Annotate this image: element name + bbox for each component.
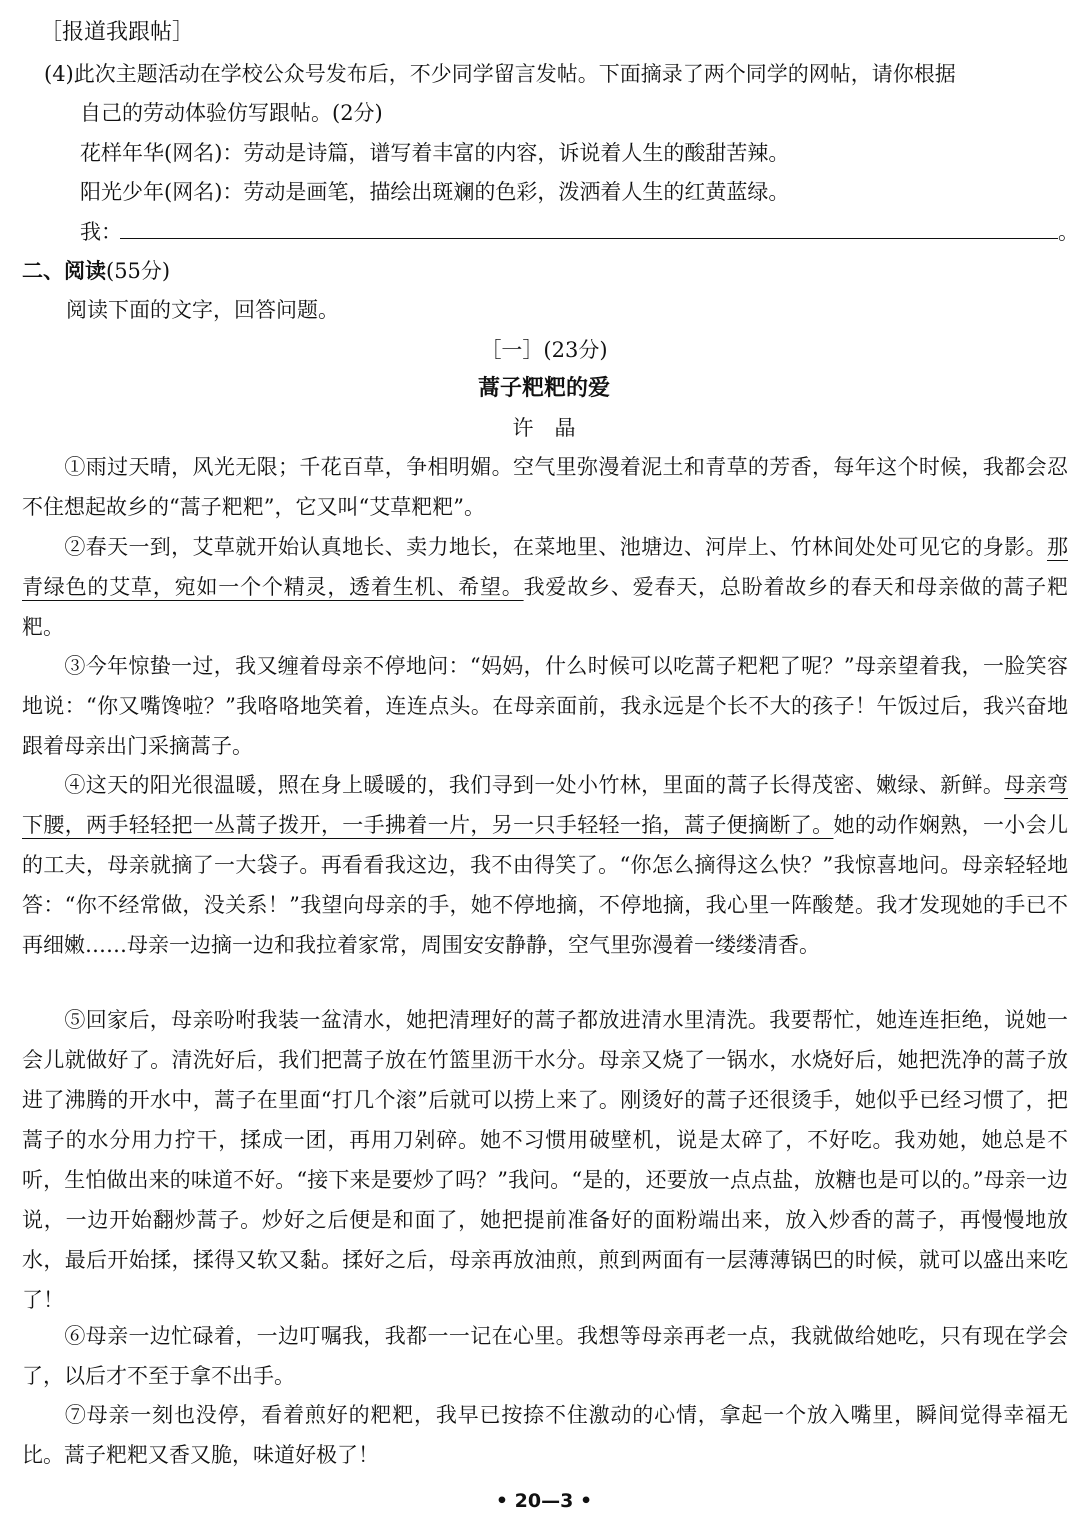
paragraph-4-text-b: 她的动作娴熟，一小会儿的工夫，母亲就摘了一大袋子。再看看我这边，我不由得笑了。“你怎么摘得这么快？”我惊喜地问。母亲轻轻地答：“你不经常做，没关系！”我望向母亲的手，她不停地摘，不停地摘，我心里一阵酸楚。我才发现她的手已不再细嫩……母亲一边摘一边和我拉着家常，周围安安静静，空气里弥漫着一缕缕清香。 [22, 813, 1069, 957]
article-title: 蒿子粑粑的爱 [477, 376, 610, 401]
part2-title: 二、阅读 [22, 259, 106, 283]
paragraph-4-text-a: ④这天的阳光很温暖，照在身上暖暖的，我们寻到一处小竹林，里面的蒿子长得茂密、嫩绿、新鲜。 [64, 773, 1005, 797]
paragraph-2-text-b: 我爱故乡、爱春天，总盼着故乡的春天和母亲做的蒿子粑粑。 [22, 575, 1068, 639]
page-number: • 20—3 • [495, 1490, 593, 1512]
paragraph-7-text: ⑦母亲一刻也没停，看着煎好的粑粑，我早已按捺不住激动的心情，拿起一个放入嘴里，瞬间觉得幸福无比。蒿子粑粑又香又脆，味道好极了！ [22, 1403, 1068, 1467]
paragraph-4-underlined: 母亲弯下腰，两手轻轻把一丛蒿子拨开，一手拂着一片，另一只手轻轻一掐，蒿子便摘断了。 [22, 773, 1069, 837]
paragraph-4 [22, 765, 1068, 965]
paragraph-5-text: ⑤回家后，母亲吩咐我装一盆清水，她把清理好的蒿子都放进清水里清洗。我要帮忙，她连连拒绝，说她一会儿就做好了。清洗好后，我们把蒿子放在竹篮里沥干水分。母亲又烧了一锅水，水烧好后，她把洗净的蒿子放进了沸腾的开水中，蒿子在里面“打几个滚”后就可以捞上来了。刚烫好的蒿子还很烫手，她似乎已经习惯了，把蒿子的水分用力拧干，揉成一团，再用刀剁碎。她不习惯用破壁机，说是太碎了，不好吃。我劝她，她总是不听，生怕做出来的味道不好。“接下来是要炒了吗？”我问。“是的，还要放一点点盐，放糖也是可以的。”母亲一边说，一边开始翻炒蒿子。炒好之后便是和面了，她把提前准备好的面粉端出来，放入炒香的蒿子，再慢慢地放水，最后开始揉，揉得又软又黏。揉好之后，母亲再放油煎，煎到两面有一层薄薄锅巴的时候，就可以盛出来吃了！ [22, 1008, 1068, 1312]
answer-blank-line[interactable] [120, 238, 1058, 239]
part2-heading [22, 261, 170, 282]
paragraph-7 [22, 1395, 1068, 1475]
sample-post-1: 花样年华(网名)：劳动是诗篇，谱写着丰富的内容，诉说着人生的酸甜苦辣。 [80, 141, 790, 165]
paragraph-1-text: ①雨过天晴，风光无限；千花百草，争相明媚。空气里弥漫着泥土和青草的芳香，每年这个时候，我都会忍不住想起故乡的“蒿子粑粑”，它又叫“艾草粑粑”。 [22, 455, 1068, 519]
answer-end-mark: 。 [1058, 220, 1079, 244]
paragraph-1 [22, 447, 1068, 527]
section-header: ［报道我跟帖］ [40, 20, 195, 45]
sample-post-2: 阳光少年(网名)：劳动是画笔，描绘出斑斓的色彩，泼洒着人生的红黄蓝绿。 [80, 180, 790, 204]
paragraph-3 [22, 646, 1068, 766]
question-4-line2: 自己的劳动体验仿写跟帖。(2分) [80, 101, 383, 125]
reading-instruction: 阅读下面的文字，回答问题。 [66, 298, 339, 322]
paragraph-3-text: ③今年惊蛰一过，我又缠着母亲不停地问：“妈妈，什么时候可以吃蒿子粑粑了呢？”母亲望着我，一脸笑容地说：“你又嘴馋啦？”我咯咯地笑着，连连点头。在母亲面前，我永远是个长不大的孩子！午饭过后，我兴奋地跟着母亲出门采摘蒿子。 [22, 654, 1068, 758]
answer-label: 我： [80, 220, 122, 244]
paragraph-2 [22, 527, 1068, 647]
article-author: 许 晶 [512, 416, 576, 440]
paragraph-6 [22, 1316, 1068, 1396]
reading-subtitle: ［一］(23分) [480, 338, 608, 362]
paragraph-2-underlined: 那青绿色的艾草，宛如一个个精灵，透着生机、希望。 [22, 535, 1068, 599]
part2-score: (55分) [106, 259, 171, 283]
paragraph-2-text-a: ②春天一到，艾草就开始认真地长、卖力地长，在菜地里、池塘边、河岸上、竹林间处处可见它的身影。 [64, 535, 1047, 559]
question-4-line1: (4)此次主题活动在学校公众号发布后，不少同学留言发帖。下面摘录了两个同学的网帖，请你根据 [44, 62, 956, 86]
paragraph-5 [22, 1000, 1068, 1320]
paragraph-6-text: ⑥母亲一边忙碌着，一边叮嘱我，我都一一记在心里。我想等母亲再老一点，我就做给她吃，只有现在学会了，以后才不至于拿不出手。 [22, 1324, 1068, 1388]
